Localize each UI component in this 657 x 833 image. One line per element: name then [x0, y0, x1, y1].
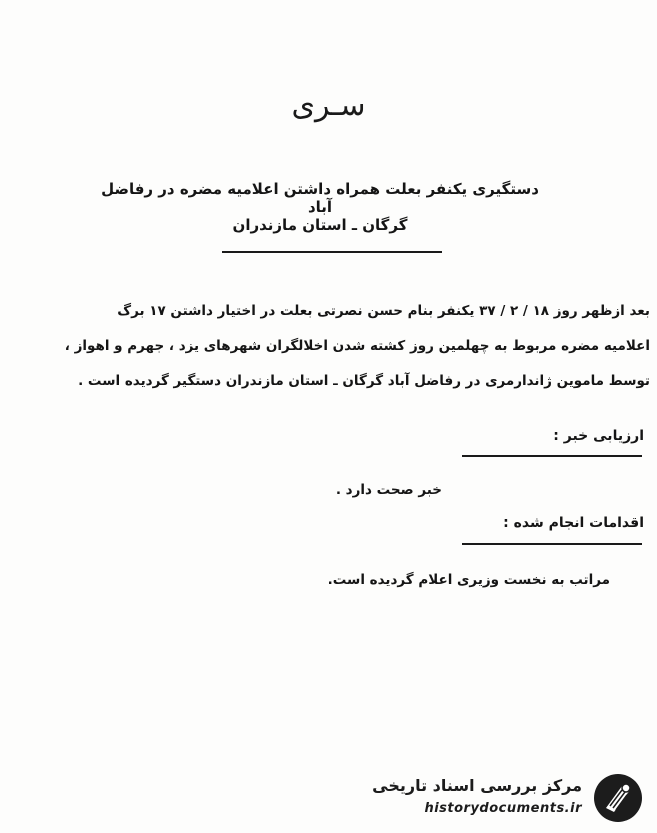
watermark-url: historydocuments.ir [424, 801, 582, 816]
actions-text: مراتب به نخست وزیری اعلام گردیده است. [327, 572, 610, 588]
body-line: بعد ازظهر روز ۱۸ / ۲ / ۳۷ یکنفر بنام حسن نصرتی بعلت در اختیار داشتن ۱۷ برگ [117, 303, 650, 319]
actions-heading: اقدامات انجام شده : [503, 515, 644, 531]
body-line: اعلامیه مضره مربوط به چهلمین روز کشته شدن اخلالگران شهرهای یزد ، جهرم و اهواز ، [64, 338, 650, 354]
body-paragraph [10, 294, 650, 399]
actions-heading-underline [462, 543, 642, 545]
watermark [374, 768, 650, 828]
evaluation-text: خبر صحت دارد . [335, 482, 442, 498]
subject-underline [222, 251, 442, 253]
classification-mark: سـرى [291, 88, 366, 123]
document-scroll-icon [592, 772, 644, 824]
subject-line-1: دستگیری یکنفر بعلت همراه داشتن اعلامیه مضره در رفاضل آباد [101, 180, 539, 216]
evaluation-heading: ارزیابی خبر : [553, 428, 644, 444]
evaluation-heading-underline [462, 455, 642, 457]
subject-line-2: گرگان ـ استان مازندران [232, 216, 408, 234]
body-line: توسط ماموین ژاندارمری در رفاضل آباد گرگان ـ استان مازندران دستگیر گردیده است . [78, 373, 650, 389]
watermark-name: مرکز بررسی اسناد تاریخی [372, 776, 582, 795]
